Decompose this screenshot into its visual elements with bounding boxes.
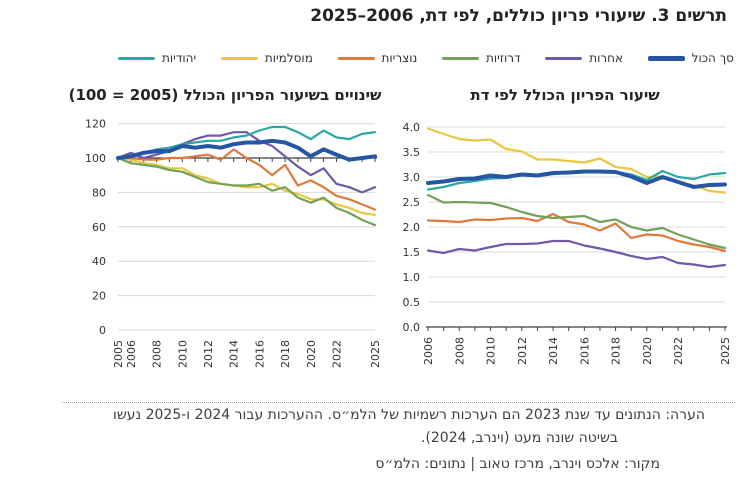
legend-item-jews xyxy=(118,51,196,65)
x-tick-label: 2018 xyxy=(279,340,293,368)
note-line-2: בשיטה שונה מעט (וינרב, 2024). xyxy=(420,430,618,446)
series-line-druze xyxy=(428,195,725,248)
legend-label: דרוזיות xyxy=(485,51,521,65)
x-tick-label: 2025 xyxy=(719,337,732,365)
x-tick-label: 2016 xyxy=(578,337,592,365)
series-line-others xyxy=(428,241,725,267)
x-tick-label: 2022 xyxy=(672,337,686,365)
y-tick-label: 0.0 xyxy=(402,321,420,334)
legend-label: סך הכול xyxy=(691,51,734,65)
source-line: מקור: אלכס וינרב, מרכז טאוב | נתונים: הלמ״ס xyxy=(375,456,660,472)
legend-item-muslims xyxy=(221,51,313,65)
y-tick-label: 0 xyxy=(99,324,106,337)
legend-swatch-muslims xyxy=(221,57,258,60)
legend-item-druze xyxy=(442,51,521,65)
y-tick-label: 60 xyxy=(92,220,106,234)
series-line-christians xyxy=(428,214,725,251)
y-tick-label: 20 xyxy=(92,289,106,303)
x-tick-label: 2020 xyxy=(640,337,654,365)
fertility-rate-line-chart xyxy=(395,110,740,378)
x-tick-label: 2022 xyxy=(330,340,344,368)
x-tick-label: 2006 xyxy=(124,340,138,368)
y-tick-label: 3.0 xyxy=(402,171,420,184)
legend-item-christians xyxy=(338,51,418,65)
legend xyxy=(0,51,740,65)
x-tick-label: 2006 xyxy=(422,337,435,365)
legend-swatch-total xyxy=(648,56,685,61)
legend-item-others xyxy=(545,51,623,65)
x-tick-label: 2025 xyxy=(369,340,382,368)
y-tick-label: 2.5 xyxy=(402,196,420,209)
x-tick-label: 2012 xyxy=(201,340,215,368)
x-tick-label: 2008 xyxy=(150,340,164,368)
legend-swatch-christians xyxy=(338,57,375,60)
right-chart-title: שיעור הפריון הכולל לפי דת xyxy=(470,86,660,104)
y-tick-label: 80 xyxy=(92,186,106,200)
legend-label: מוסלמיות xyxy=(264,51,313,65)
x-tick-label: 2010 xyxy=(176,340,190,368)
series-line-total xyxy=(428,172,725,188)
left-chart-title: שינויים בשיעור הפריון הכולל (2005 = 100) xyxy=(68,86,382,104)
x-tick-label: 2005 xyxy=(112,340,125,368)
dotted-divider xyxy=(62,402,735,403)
x-tick-label: 2020 xyxy=(304,340,318,368)
legend-label: נוצריות xyxy=(381,51,418,65)
x-tick-label: 2016 xyxy=(253,340,267,368)
legend-swatch-jews xyxy=(118,57,155,60)
x-tick-label: 2012 xyxy=(515,337,529,365)
legend-item-total xyxy=(648,51,734,65)
y-tick-label: 40 xyxy=(92,255,106,269)
series-line-druze xyxy=(118,158,375,225)
legend-swatch-druze xyxy=(442,57,479,60)
legend-label: אחרות xyxy=(589,51,623,65)
x-tick-label: 2010 xyxy=(484,337,498,365)
x-tick-label: 2014 xyxy=(227,340,241,368)
y-tick-label: 2.0 xyxy=(402,221,420,234)
y-tick-label: 1.5 xyxy=(402,246,420,259)
index-change-line-chart xyxy=(58,110,393,378)
x-tick-label: 2018 xyxy=(609,337,623,365)
x-tick-label: 2014 xyxy=(547,337,561,365)
note-line-1: הערה: הנתונים עד שנת 2023 הם הערכות רשמיות של הלמ״ס. ההערכות עבור 2024 ו-2025 נעשו xyxy=(113,407,705,423)
legend-swatch-others xyxy=(545,57,582,60)
y-tick-label: 4.0 xyxy=(402,121,420,134)
figure-title: תרשים 3. שיעורי פריון כוללים, לפי דת, 2006–2025 xyxy=(310,6,727,26)
x-tick-label: 2008 xyxy=(453,337,467,365)
legend-label: יהודיות xyxy=(162,51,197,65)
y-tick-label: 3.5 xyxy=(402,146,420,159)
y-tick-label: 120 xyxy=(85,117,106,131)
y-tick-label: 0.5 xyxy=(402,296,420,309)
y-tick-label: 1.0 xyxy=(402,271,420,284)
y-tick-label: 100 xyxy=(85,152,106,165)
